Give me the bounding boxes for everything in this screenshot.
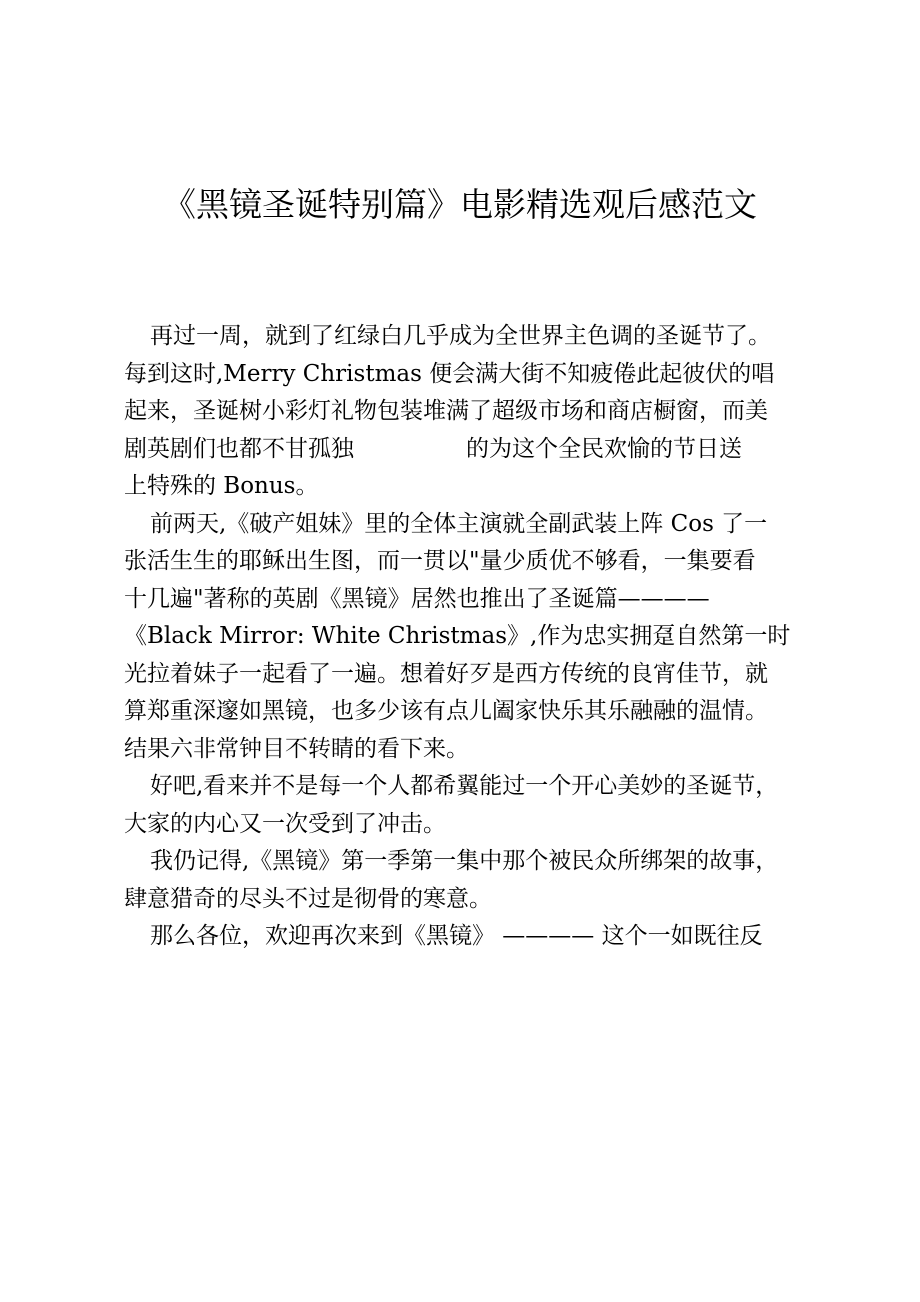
line-segment: 的为这个全民欢愉的节日送 xyxy=(466,435,742,462)
paragraph-line: 我仍记得,《黑镜》第一季第一集中那个被民众所绑架的故事， xyxy=(150,848,779,874)
paragraph-1 xyxy=(124,318,824,506)
paragraph-4 xyxy=(124,843,824,918)
document-body xyxy=(124,318,824,956)
paragraph-line: 张活生生的耶稣出生图，而一贯以"量少质优不够看，一集要看 xyxy=(124,548,756,574)
paragraph-line: 光拉着妹子一起看了一遍。想着好歹是西方传统的良宵佳节，就 xyxy=(124,660,768,687)
paragraph-line: 上特殊的 Bonus。 xyxy=(124,473,319,499)
paragraph-line: 肆意猎奇的尽头不过是彻骨的寒意。 xyxy=(124,885,492,912)
paragraph-5 xyxy=(124,918,824,956)
paragraph-3 xyxy=(124,768,824,843)
paragraph-line: 结果六非常钟目不转睛的看下来。 xyxy=(124,735,469,762)
line-segment: 剧英剧们也都不甘孤独 xyxy=(124,435,354,462)
paragraph-line: 大家的内心又一次受到了冲击。 xyxy=(124,810,446,837)
paragraph-line: 起来，圣诞树小彩灯礼物包装堆满了超级市场和商店橱窗，而美 xyxy=(124,398,768,424)
paragraph-line: 前两天,《破产姐妹》里的全体主演就全副武装上阵 Cos 了一 xyxy=(150,510,768,537)
paragraph-line: 那么各位，欢迎再次来到《黑镜》 ———— 这个一如既往反 xyxy=(150,923,763,949)
paragraph-2 xyxy=(124,506,824,769)
paragraph-line: 每到这时,Merry Christmas 便会满大街不知疲倦此起彼伏的唱 xyxy=(124,360,775,387)
paragraph-line: 好吧,看来并不是每一个人都希翼能过一个开心美妙的圣诞节， xyxy=(150,773,779,799)
paragraph-line: 算郑重深邃如黑镜，也多少该有点儿阖家快乐其乐融融的温情。 xyxy=(124,698,768,724)
paragraph-line: 再过一周，就到了红绿白几乎成为全世界主色调的圣诞节了。 xyxy=(150,323,771,349)
document-title: 《黑镜圣诞特别篇》电影精选观后感范文 xyxy=(163,185,757,224)
paragraph-line-with-gap xyxy=(124,431,824,469)
paragraph-line: 十几遍"著称的英剧《黑镜》居然也推出了圣诞篇———— xyxy=(124,585,710,612)
paragraph-line: 《Black Mirror: White Christmas》,作为忠实拥趸自然第一时 xyxy=(124,623,791,649)
